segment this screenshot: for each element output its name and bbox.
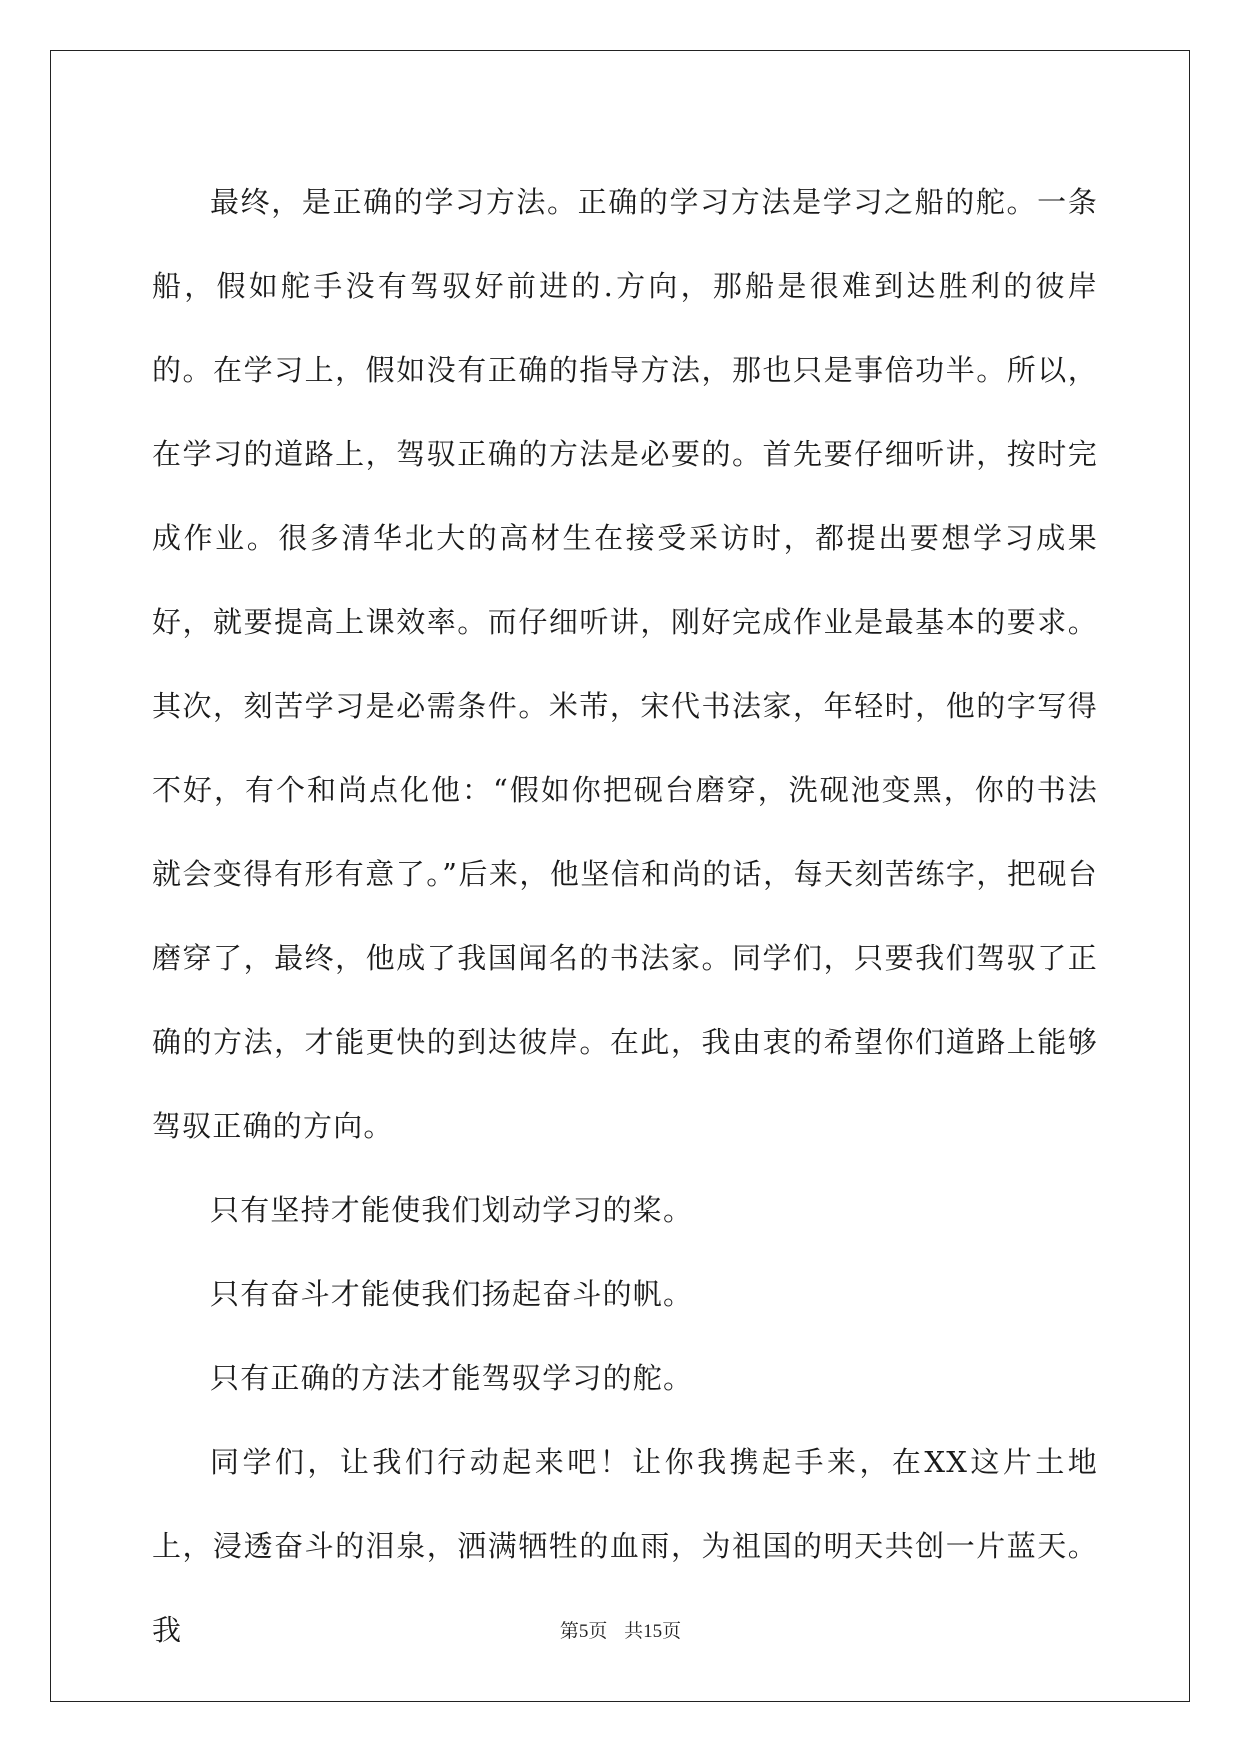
- paragraph-persistence: 只有坚持才能使我们划动学习的桨。: [210, 1193, 694, 1227]
- page-number: 第5页: [559, 1621, 608, 1642]
- page-total: 共15页: [624, 1621, 682, 1642]
- page-footer: [0, 1616, 1241, 1643]
- paragraph-method: 最终，是正确的学习方法。正确的学习方法是学习之船的舵。一条船，假如舵手没有驾驭好前进的.方向，那船是很难到达胜利的彼岸的。在学习上，假如没有正确的指导方法，那也只是事倍功半。所以，在学习的道路上，驾驭正确的方法是必要的。首先要仔细听讲，按时完成作业。很多清华北大的高材生在接受采访时，都提出要想学习成果好，就要提高上课效率。而仔细听讲，刚好完成作业是最基本的要求。其次，刻苦学习是必需条件。米芾，宋代书法家，年轻时，他的字写得不好，有个和尚点化他：“假如你把砚台磨穿，洗砚池变黑，你的书法就会变得有形有意了。”后来，他坚信和尚的话，每天刻苦练字，把砚台磨穿了，最终，他成了我国闻名的书法家。同学们，只要我们驾驭了正确的方法，才能更快的到达彼岸。在此，我由衷的希望你们道路上能够驾驭正确的方向。: [152, 185, 1098, 1143]
- paragraph-correct-method: 只有正确的方法才能驾驭学习的舵。: [210, 1361, 694, 1395]
- paragraph-call-to-action: 同学们，让我们行动起来吧！让你我携起手来，在XX这片土地上，浸透奋斗的泪泉，洒满牺牲的血雨，为祖国的明天共创一片蓝天。我: [152, 1445, 1098, 1647]
- document-body: [152, 160, 1098, 1672]
- paragraph-struggle: 只有奋斗才能使我们扬起奋斗的帆。: [210, 1277, 694, 1311]
